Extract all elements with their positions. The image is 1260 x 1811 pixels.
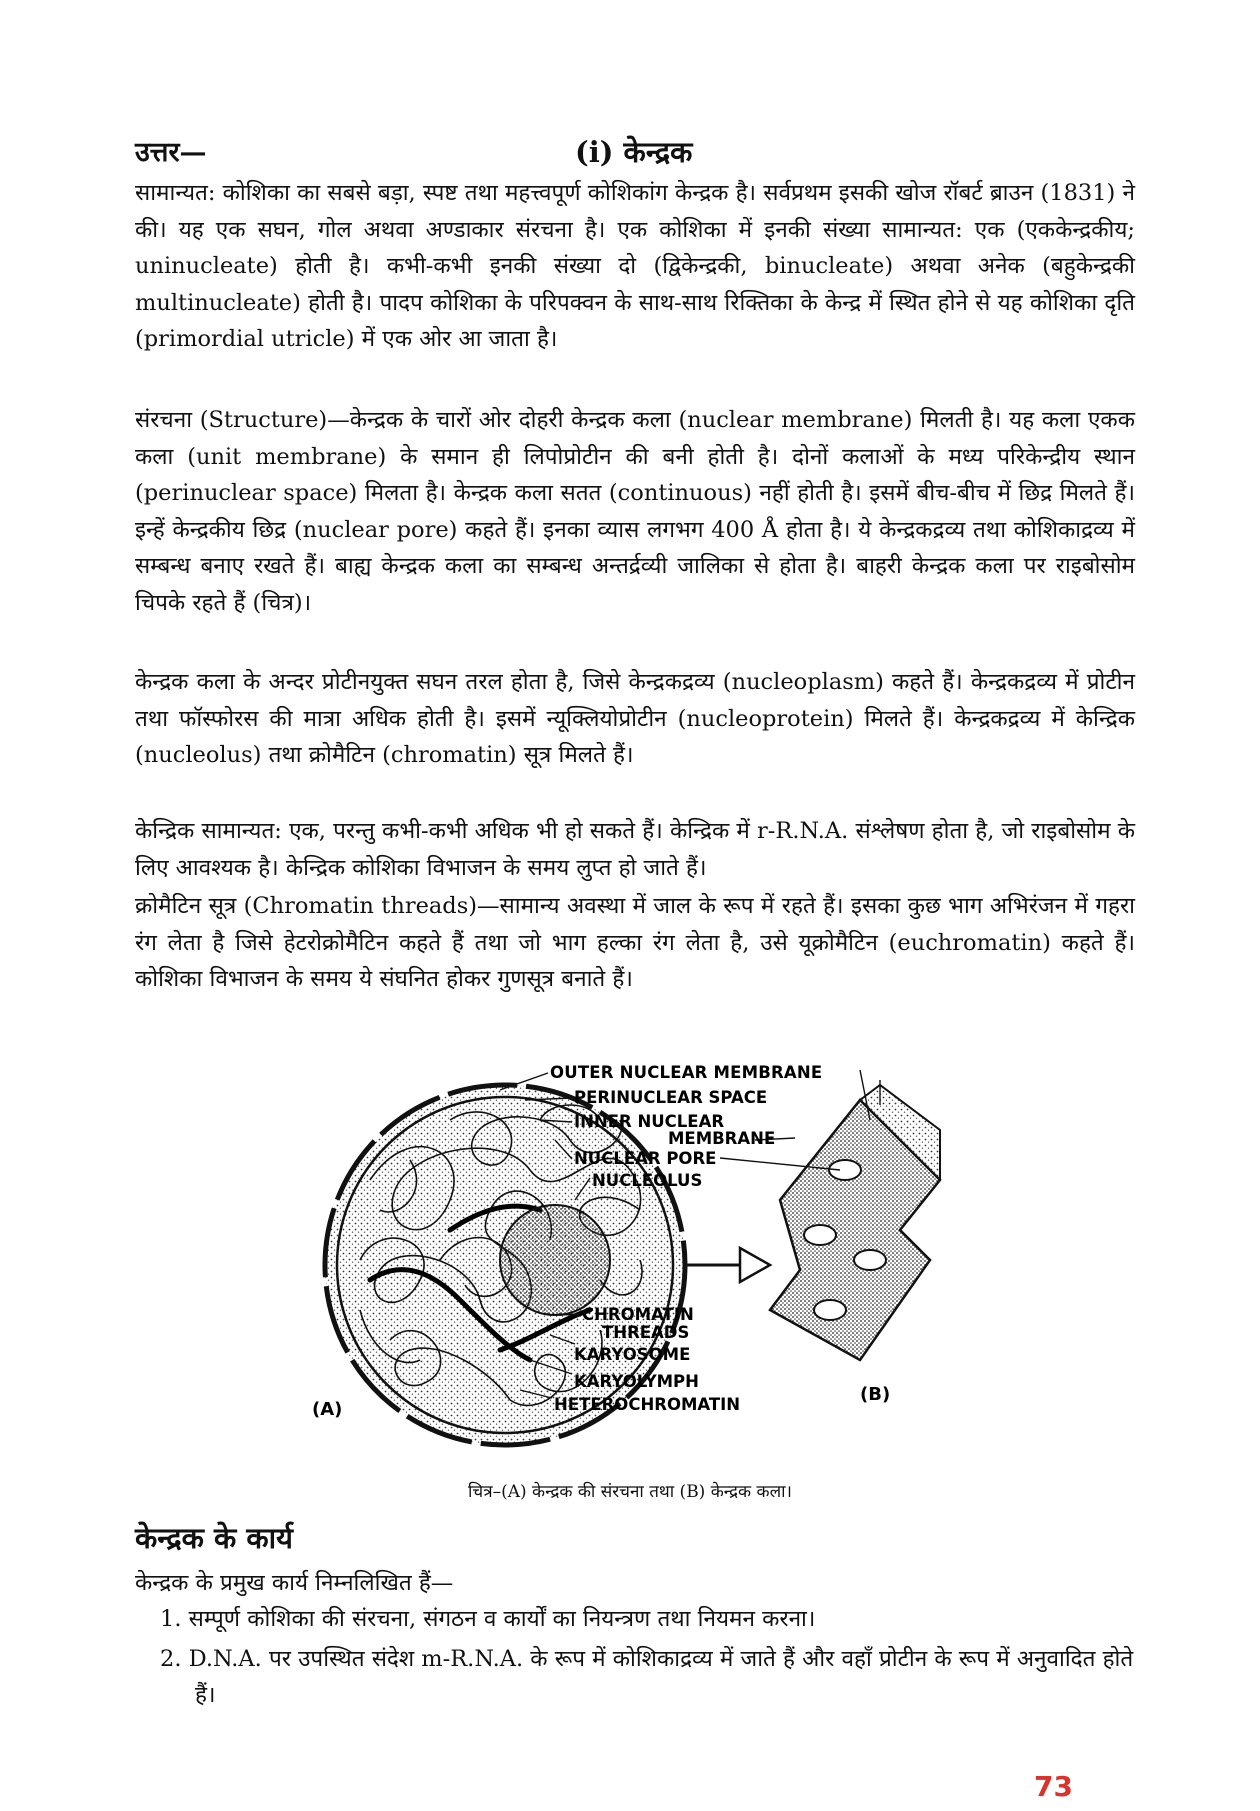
paragraph-introduction: सामान्यत: कोशिका का सबसे बड़ा, स्पष्ट तथा महत्त्वपूर्ण कोशिकांग केन्द्रक है। सर्वप्रथम इसकी खोज रॉबर्ट ब्राउन (1831) ने की। यह एक सघन, गोल अथवा अण्डाकार संरचना है। एक कोशिका में इनकी संख्या सामान्यत: एक (एककेन्द्रकीय; uninucleate) होती है। कभी-कभी इनकी संख्या दो (द्विकेन्द्रकी, binucleate) अथवा अनेक (बहुकेन्द्रकी multinucleate) होती है। पादप कोशिका के परिपक्वन के साथ-साथ रिक्तिका के केन्द्र में स्थित होने से यह कोशिका दृति (primordial utricle) में एक ओर आ जाता है।: [135, 180, 1135, 352]
nucleus-a-drawing: [325, 1085, 685, 1445]
pointer-arrow: [685, 1248, 770, 1282]
label-karyosome: KARYOSOME: [574, 1345, 691, 1364]
answer-label: उत्तर—: [135, 137, 207, 168]
list-item: 2. D.N.A. पर उपस्थित संदेश m-R.N.A. के रूप में कोशिकाद्रव्य में जाते हैं और वहाँ प्रोटीन के रूप में अनुवादित होते हैं।: [160, 1645, 1134, 1708]
membrane-section-b: [770, 1085, 940, 1360]
list-item: 1. सम्पूर्ण कोशिका की संरचना, संगठन व कार्यों का नियन्त्रण तथा नियमन करना।: [160, 1606, 816, 1632]
functions-heading: केन्द्रक के कार्य: [135, 1521, 293, 1555]
nucleolus-body: [500, 1205, 610, 1315]
paragraph-structure: संरचना (Structure)—केन्द्रक के चारों ओर दोहरी केन्द्रक कला (nuclear membrane) मिलती है। यह कला एकक कला (unit membrane) के समान ही लिपोप्रोटीन की बनी होती है। दोनों कलाओं के मध्य परिकेन्द्रीय स्थान (perinuclear space) मिलता है। केन्द्रक कला सतत (continuous) नहीं होती है। इसमें बीच-बीच में छिद्र मिलते हैं। इन्हें केन्द्रकीय छिद्र (nuclear pore) कहते हैं। इनका व्यास लगभग 400 Å होता है। ये केन्द्रकद्रव्य तथा कोशिकाद्रव्य में सम्बन्ध बनाए रखते हैं। बाह्य केन्द्रक कला का सम्बन्ध अन्तर्द्रव्यी जालिका से होता है। बाहरी केन्द्रक कला पर राइबोसोम चिपके रहते हैं (चित्र)।: [135, 407, 1135, 616]
label-nuclear-pore: NUCLEAR PORE: [574, 1149, 717, 1168]
paragraph-chromatin: क्रोमैटिन सूत्र (Chromatin threads)—सामान्य अवस्था में जाल के रूप में रहते हैं। इसका कुछ भाग अभिरंजन में गहरा रंग लेता है जिसे हेटरोक्रोमैटिन कहते हैं तथा जो भाग हल्का रंग लेता है, उसे यूक्रोमैटिन (euchromatin) कहते हैं। कोशिका विभाजन के समय ये संघनित होकर गुणसूत्र बनाते हैं।: [135, 893, 1135, 992]
pore-4: [814, 1300, 846, 1320]
tag-b: (B): [860, 1384, 891, 1405]
label-outer-membrane: OUTER NUCLEAR MEMBRANE: [550, 1063, 823, 1082]
pore-2: [804, 1225, 836, 1245]
label-chromatin-line2: THREADS: [602, 1323, 690, 1342]
label-nucleolus: NUCLEOLUS: [592, 1171, 703, 1190]
label-heterochromatin: HETEROCHROMATIN: [554, 1395, 741, 1414]
pore-3: [854, 1250, 886, 1270]
paragraph-nucleoplasm: केन्द्रक कला के अन्दर प्रोटीनयुक्त सघन तरल होता है, जिसे केन्द्रकद्रव्य (nucleoplasm) कहते हैं। केन्द्रकद्रव्य में प्रोटीन तथा फॉस्फोरस की मात्रा अधिक होती है। इसमें न्यूक्लियोप्रोटीन (nucleoprotein) मिलते हैं। केन्द्रकद्रव्य में केन्द्रिक (nucleolus) तथा क्रोमैटिन (chromatin) सूत्र मिलते हैं।: [135, 669, 1135, 768]
label-inner-membrane-line2: MEMBRANE: [668, 1129, 776, 1148]
label-chromatin-line1: CHROMATIN: [582, 1305, 694, 1324]
tag-a: (A): [312, 1399, 343, 1420]
paragraph-nucleolus: केन्द्रिक सामान्यत: एक, परन्तु कभी-कभी अधिक भी हो सकते हैं। केन्द्रिक में r-R.N.A. संश्लेषण होता है, जो राइबोसोम के लिए आवश्यक है। केन्द्रिक कोशिका विभाजन के समय लुप्त हो जाते हैं।: [135, 818, 1135, 881]
page-number: 73: [1034, 1770, 1073, 1803]
nucleus-figure: [300, 1060, 1120, 1480]
label-inner-membrane-line1: INNER NUCLEAR: [574, 1112, 725, 1131]
functions-intro: केन्द्रक के प्रमुख कार्य निम्नलिखित हैं—: [135, 1570, 454, 1596]
section-title: (i) केन्द्रक: [575, 135, 693, 169]
functions-list: [160, 1601, 1135, 1717]
answer-header: [135, 132, 1135, 172]
label-perinuclear-space: PERINUCLEAR SPACE: [574, 1088, 768, 1107]
label-karyolymph: KARYOLYMPH: [574, 1372, 699, 1391]
nucleus-diagram: [300, 1060, 1120, 1480]
figure-caption: चित्र–(A) केन्द्रक की संरचना तथा (B) केन्द्रक कला।: [468, 1482, 792, 1502]
